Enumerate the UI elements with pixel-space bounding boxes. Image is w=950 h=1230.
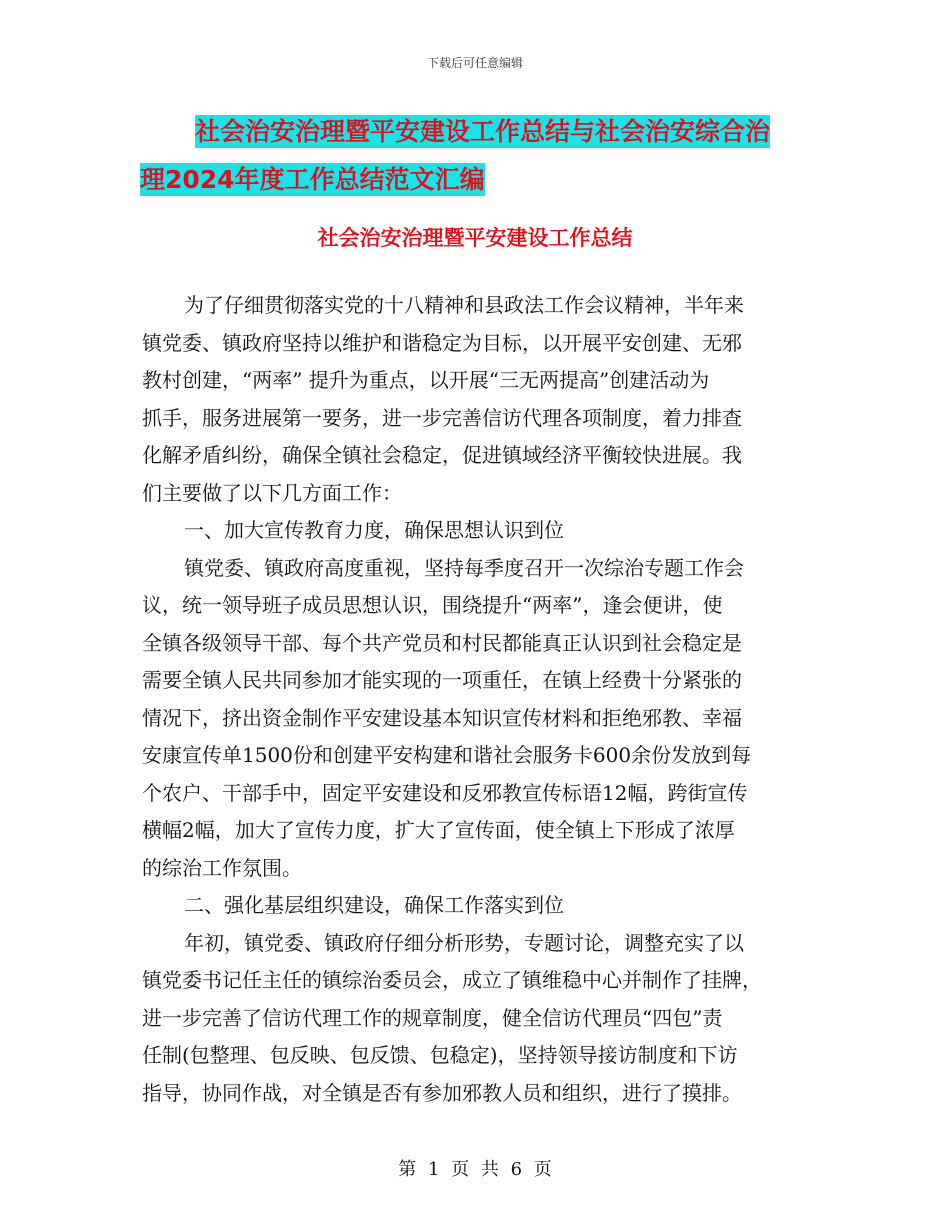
body-line: 镇党委、镇政府高度重视，坚持每季度召开一次综治专题工作会 xyxy=(184,555,744,580)
body-line: 一、加大宣传教育力度，确保思想认识到位 xyxy=(184,518,564,542)
document-title xyxy=(140,108,840,204)
body-line: 议，统一领导班子成员思想认识，围绕提升“两率”，逢会便讲，使 xyxy=(142,593,723,617)
body-line: 个农户、干部手中，固定平安建设和反邪教宣传标语12幅，跨街宣传 xyxy=(142,780,748,805)
body-line: 进一步完善了信访代理工作的规章制度，健全信访代理员“四包”责 xyxy=(142,1005,723,1030)
title-line-2 xyxy=(140,156,840,204)
body-line: 任制(包整理、包反映、包反馈、包稳定)，坚持领导接访制度和下访 xyxy=(142,1043,738,1067)
body-line: 安康宣传单1500份和创建平安构建和谐社会服务卡600余份发放到每 xyxy=(142,743,752,767)
header-note: 下载后可任意编辑 xyxy=(426,56,523,70)
body-line: 的综治工作氛围。 xyxy=(142,855,302,880)
body-line: 们主要做了以下几方面工作： xyxy=(142,480,402,505)
title-line-1-text: 社会治安治理暨平安建设工作总结与社会治安综合治 xyxy=(195,117,771,146)
body-line: 指导，协同作战，对全镇是否有参加邪教人员和组织，进行了摸排。 xyxy=(142,1080,742,1105)
section-title: 社会治安治理暨平安建设工作总结 xyxy=(317,226,633,250)
body-line: 情况下，挤出资金制作平安建设基本知识宣传材料和拒绝邪教、幸福 xyxy=(142,705,742,730)
body-line: 抓手，服务进展第一要务，进一步完善信访代理各项制度，着力排查 xyxy=(142,405,742,430)
body-line: 化解矛盾纠纷，确保全镇社会稳定，促进镇域经济平衡较快进展。我 xyxy=(142,443,742,467)
body-line: 需要全镇人民共同参加才能实现的一项重任，在镇上经费十分紧张的 xyxy=(142,668,742,692)
body-line: 为了仔细贯彻落实党的十八精神和县政法工作会议精神，半年来 xyxy=(184,293,744,317)
body-text xyxy=(142,287,812,1112)
body-line: 二、强化基层组织建设，确保工作落实到位 xyxy=(184,893,564,917)
body-line: 镇党委书记任主任的镇综治委员会，成立了镇维稳中心并制作了挂牌， xyxy=(142,968,762,992)
body-line: 教村创建，“两率” 提升为重点，以开展“三无两提高”创建活动为 xyxy=(142,368,710,392)
body-line: 年初，镇党委、镇政府仔细分析形势，专题讨论，调整充实了以 xyxy=(184,930,744,955)
body-line: 全镇各级领导干部、每个共产党员和村民都能真正认识到社会稳定是 xyxy=(142,630,742,655)
page-footer: 第 1 页 共 6 页 xyxy=(398,1159,552,1180)
body-line: 镇党委、镇政府坚持以维护和谐稳定为目标，以开展平安创建、无邪 xyxy=(142,330,742,355)
title-line-1 xyxy=(140,108,840,156)
title-line-2-text: 理2024年度工作总结范文汇编 xyxy=(140,165,485,194)
body-line: 横幅2幅，加大了宣传力度，扩大了宣传面，使全镇上下形成了浓厚 xyxy=(142,818,735,842)
